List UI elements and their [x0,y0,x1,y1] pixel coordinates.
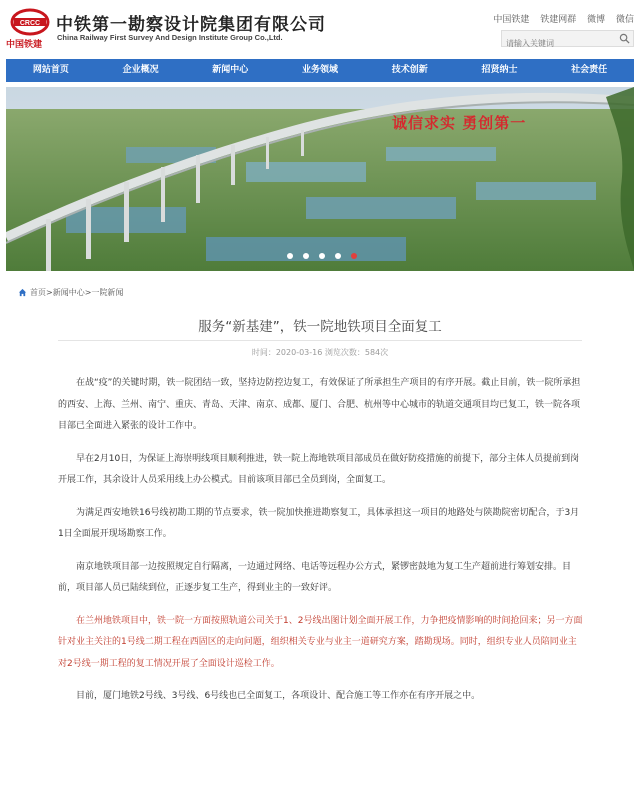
article-paragraph: 南京地铁项目部一边按照规定自行隔离，一边通过网络、电话等远程办公方式，紧锣密鼓地为复工生产超前进行筹划安排。目前，项目部人员已陆续到位，正逐步复工生产，得到业主的一致好评。 [58,561,572,593]
carousel-dot-5[interactable] [351,253,357,259]
article-paragraph: 为满足西安地铁16号线初勘工期的节点要求，铁一院加快推进勘察复工，具体承担这一项目的地路处与陕勘院密切配合，于3月1日全面展开现场勘察工作。 [58,507,580,539]
top-link-wechat[interactable]: 微信 [615,15,634,25]
top-link-crcc[interactable]: 中国铁建 [493,15,530,25]
site-header [0,0,640,56]
top-links [485,12,634,25]
top-link-weibo[interactable]: 微博 [587,15,606,25]
article-paragraph: 目前，厦门地铁2号线、3号线、6号线也已全面复工，各项设计、配合施工等工作亦在有序开展之中。 [76,691,481,701]
article-paragraph: 在战“疫”的关键时期，铁一院团结一致，坚持边防控边复工，有效保证了所承担生产项目的有序开展。截止目前，铁一院所承担的西安、上海、兰州、南宁、重庆、青岛、天津、南京、成都、厦门、合肥、杭州等中心城市的轨道交通项目均已复工，铁一院各项目部已全面进入紧张的设计工作中。 [58,378,581,431]
article-paragraph-highlight: 在兰州地铁项目中，铁一院一方面按照轨道公司关于1、2号线出图计划全面开展工作，力争把疫情影响的时间抢回来；另一方面针对业主关注的1号线二期工程在西固区的走向问题，组织相关专业与业主一道研究方案，踏勘现场。同时，组织专业人员陪同业主对2号线一期工程的复工情况开展了全面设计巡检工作。 [58,615,583,669]
article-paragraph: 早在2月10日，为保证上海崇明线项目顺利推进，铁一院上海地铁项目部成员在做好防疫措施的前提下，部分主体人员提前到岗开展工作，其余设计人员采用线上办公模式。目前该项目部已全员到岗，全面复工。 [58,453,580,485]
company-name-en: China Railway First Survey And Design Institute Group Co.,Ltd. [57,33,283,42]
top-link-network[interactable]: 铁建网群 [540,15,577,25]
main-nav [6,59,634,82]
home-icon [18,288,27,297]
nav-item-about[interactable]: 企业概况 [122,65,159,75]
banner-image [6,87,634,271]
nav-item-home[interactable]: 网站首页 [32,65,69,75]
company-name-cn: 中铁第一勘察设计院集团有限公司 [56,15,326,35]
search-icon[interactable] [619,33,630,44]
nav-item-news[interactable]: 新闻中心 [212,65,249,75]
carousel-dot-1[interactable] [287,253,293,259]
search-box [501,30,634,47]
nav-item-careers[interactable]: 招贤纳士 [481,65,518,75]
title-divider [58,340,582,341]
article-body [58,373,584,719]
nav-item-innovation[interactable]: 技术创新 [391,65,428,75]
banner-slogan: 诚信求实 勇创第一 [392,114,527,132]
breadcrumb-home[interactable]: 首页 [30,288,46,297]
search-input[interactable] [502,36,618,51]
breadcrumb-news[interactable]: 新闻中心 [52,288,85,297]
hero-banner[interactable] [6,87,634,271]
nav-item-responsibility[interactable]: 社会责任 [571,65,608,75]
carousel-dot-3[interactable] [319,253,325,259]
breadcrumb-separator: > [46,288,53,297]
carousel-dots [282,253,362,259]
article-title: 服务“新基建”，铁一院地铁项目全面复工 [198,319,442,335]
article-meta: 时间：2020-03-16 浏览次数：584次 [251,348,389,357]
carousel-dot-4[interactable] [335,253,341,259]
carousel-dot-2[interactable] [303,253,309,259]
nav-item-business[interactable]: 业务领域 [302,65,339,75]
logo-subtitle: 中国铁建 [6,40,43,50]
svg-text:CRCC: CRCC [19,20,41,27]
breadcrumb-separator: > [84,288,92,297]
breadcrumb [18,287,123,298]
breadcrumb-current[interactable]: 一院新闻 [91,288,124,297]
